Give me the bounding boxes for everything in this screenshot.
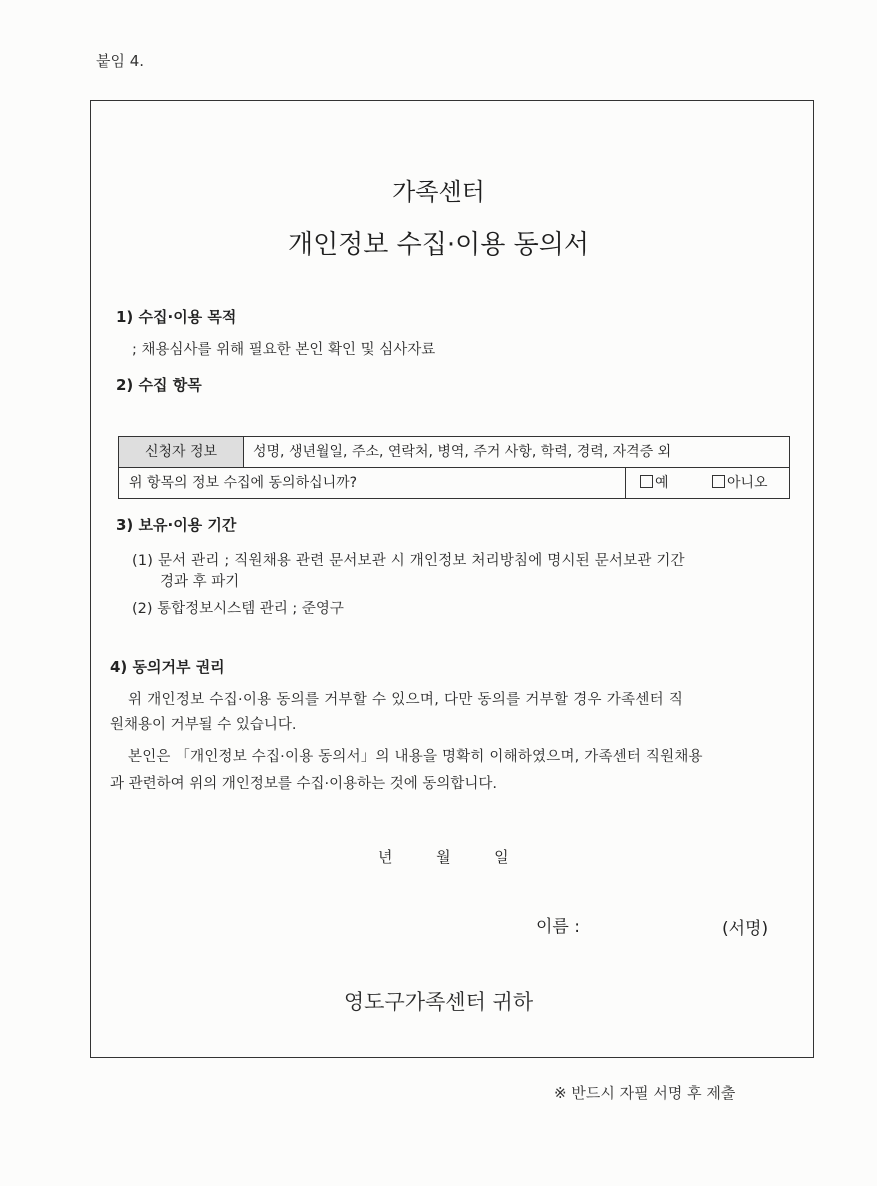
section1-text: ; 채용심사를 위해 필요한 본인 확인 및 심사자료: [132, 342, 436, 358]
yes-checkbox[interactable]: [640, 475, 653, 488]
section4-p2-line1: 본인은 「개인정보 수집·이용 동의서」의 내용을 명확히 이해하였으며, 가족센터 직원채용: [128, 749, 703, 765]
date-field[interactable]: [378, 846, 509, 867]
signature-label: (서명): [722, 919, 769, 939]
footer-note: ※ 반드시 자필 서명 후 제출: [554, 1084, 736, 1102]
attachment-label: 붙임 4.: [96, 52, 145, 70]
no-checkbox[interactable]: [712, 475, 725, 488]
section2-heading: 2) 수집 항목: [116, 376, 202, 394]
section3-heading: 3) 보유·이용 기간: [116, 516, 237, 534]
section4-p1-line2: 원채용이 거부될 수 있습니다.: [110, 717, 297, 733]
date-year-label: 년: [378, 848, 393, 866]
name-signature-field[interactable]: [596, 906, 714, 934]
addressee: 영도구가족센터 귀하: [343, 990, 534, 1014]
consent-question: 위 항목의 정보 수집에 동의하십니까?: [129, 475, 358, 491]
name-label: 이름 :: [536, 917, 580, 937]
yes-label: 예: [655, 475, 669, 491]
collected-items: 성명, 생년월일, 주소, 연락처, 병역, 주거 사항, 학력, 경력, 자격증 외: [253, 444, 672, 460]
table-header-cell: 신청자 정보: [119, 437, 244, 467]
date-month-label: 월: [436, 848, 451, 866]
section3-item1-line1: (1) 문서 관리 ; 직원채용 관련 문서보관 시 개인정보 처리방침에 명시된 문서보관 기간: [132, 553, 685, 569]
form-title: 개인정보 수집·이용 동의서: [287, 230, 590, 260]
section1-heading: 1) 수집·이용 목적: [116, 308, 237, 326]
consent-no-option[interactable]: [712, 468, 768, 498]
no-label: 아니오: [727, 475, 768, 491]
section4-heading: 4) 동의거부 권리: [110, 658, 225, 676]
consent-yes-option[interactable]: [640, 468, 669, 498]
section4-p2-line2: 과 관련하여 위의 개인정보를 수집·이용하는 것에 동의합니다.: [110, 776, 498, 792]
section3-item2: (2) 통합정보시스템 관리 ; 준영구: [132, 601, 344, 617]
date-day-label: 일: [494, 848, 509, 866]
collection-items-table: [118, 436, 790, 499]
form-title-org: 가족센터: [392, 178, 485, 206]
consent-answer-cell: [625, 468, 790, 499]
section3-item1-line2: 경과 후 파기: [160, 574, 240, 590]
section4-p1-line1: 위 개인정보 수집·이용 동의를 거부할 수 있으며, 다만 동의를 거부할 경우 가족센터 직: [128, 692, 684, 708]
table-row: [119, 437, 789, 468]
